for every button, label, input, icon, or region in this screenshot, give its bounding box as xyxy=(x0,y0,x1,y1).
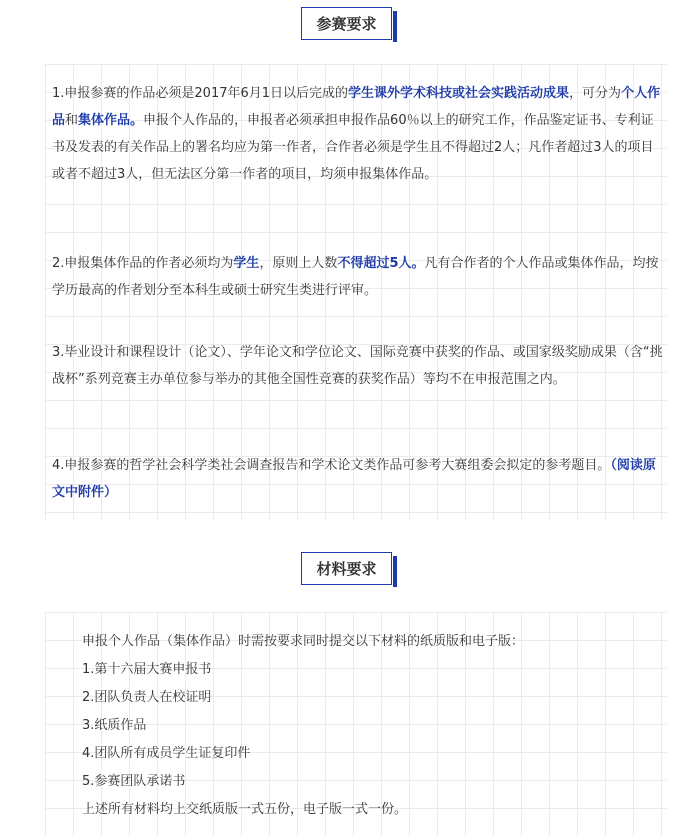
highlight-text: 集体作品。 xyxy=(78,113,144,128)
materials-list xyxy=(82,628,642,824)
requirement-paragraph-2 xyxy=(52,250,664,304)
materials-footer: 上述所有材料均上交纸质版一式五份，电子版一式一份。 xyxy=(82,802,408,817)
section-title: 材料要求 xyxy=(301,552,391,585)
text: 4.申报参赛的哲学社会科学类社会调查报告和学术论文类作品可参考大赛组委会拟定的参考题目。 xyxy=(52,458,611,473)
highlight-text: 个人作品 xyxy=(52,86,661,128)
requirement-paragraph-3 xyxy=(52,339,664,393)
text: 3.毕业设计和课程设计（论文）、学年论文和学位论文、国际竞赛中获奖的作品、或国家级奖励成果（含“挑战杯”系列竞赛主办单位参与举办的其他全国性竞赛的获奖作品）等均不在申报范围之内。 xyxy=(52,345,663,387)
text: 2.申报集体作品的作者必须均为 xyxy=(52,256,234,271)
read-original-attachment-link[interactable]: （阅读原文中附件） xyxy=(52,458,656,500)
requirement-paragraph-1 xyxy=(52,80,664,188)
text: ，原则上人数 xyxy=(259,256,338,271)
text: 凡有合作者的个人作品或集体作品，均按学历最高的作者划分至本科生或硕士研究生类进行评审。 xyxy=(52,256,659,298)
text: 和 xyxy=(65,113,79,128)
highlight-text: 学生 xyxy=(233,256,260,271)
section-header-materials xyxy=(0,552,693,585)
section-header-requirements xyxy=(0,7,693,40)
list-item: 4.团队所有成员学生证复印件 xyxy=(82,746,251,761)
text: 1.申报参赛的作品必须是2017年6月1日以后完成的 xyxy=(52,86,349,101)
highlight-text: 学生课外学术科技或社会实践活动成果 xyxy=(348,86,570,101)
list-item: 1.第十六届大赛申报书 xyxy=(82,662,212,677)
list-item: 3.纸质作品 xyxy=(82,718,147,733)
text: ，可分为 xyxy=(569,86,622,101)
requirement-paragraph-4 xyxy=(52,452,664,506)
materials-intro: 申报个人作品（集体作品）时需按要求同时提交以下材料的纸质版和电子版： xyxy=(82,634,525,649)
list-item: 5.参赛团队承诺书 xyxy=(82,774,186,789)
section-title: 参赛要求 xyxy=(301,7,391,40)
list-item: 2.团队负责人在校证明 xyxy=(82,690,212,705)
text: 申报个人作品的，申报者必须承担申报作品60％以上的研究工作，作品鉴定证书、专利证书及发表的有关作品上的署名均应为第一作者，合作者必须是学生且不得超过2人；凡作者超过3人的项目或者不超过3人，但无法区分第一作者的项目，均须申报集体作品。 xyxy=(52,113,654,182)
highlight-text: 不得超过5人。 xyxy=(337,256,425,271)
